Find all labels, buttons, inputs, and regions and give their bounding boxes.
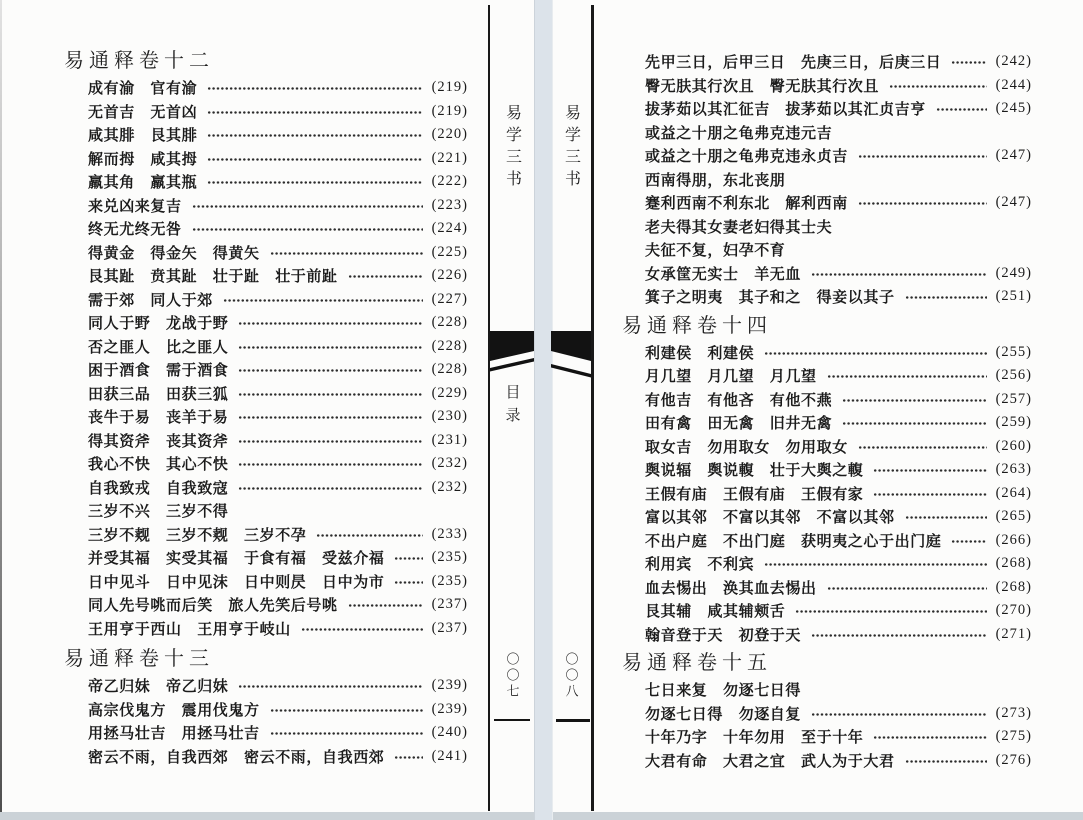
entry-page-number: (222)	[431, 173, 468, 190]
dot-leader	[827, 586, 987, 591]
entry-text: 并受其福 实受其福 于食有福 受兹介福	[88, 551, 385, 568]
dot-leader	[348, 274, 423, 279]
entry-text: 富以其邻 不富以其邻 不富以其邻	[645, 510, 895, 527]
entry-page-number: (231)	[431, 431, 468, 448]
dot-leader	[842, 421, 986, 426]
dot-leader	[764, 351, 986, 356]
entry-page-number: (273)	[995, 704, 1032, 721]
dot-leader	[238, 439, 422, 444]
entry-text: 用拯马壮吉 用拯马壮吉	[88, 726, 260, 743]
entry-page-number: (259)	[995, 414, 1032, 431]
dot-leader	[238, 368, 422, 373]
entry-text: 困于酒食 需于酒食	[88, 363, 229, 380]
dot-leader	[905, 295, 987, 300]
entry-text: 丧牛于易 丧羊于易	[88, 410, 229, 427]
toc-entry	[60, 76, 468, 100]
entry-text: 艮其辅 咸其辅颊舌	[645, 604, 786, 621]
dot-leader	[270, 731, 423, 736]
entry-page-number: (268)	[995, 578, 1032, 595]
toc-left-page	[60, 46, 468, 768]
entry-page-number: (249)	[995, 264, 1032, 281]
toc-entry	[60, 382, 468, 406]
entry-text: 我心不快 其心不快	[88, 457, 229, 474]
toc-entry	[60, 721, 468, 745]
toc-entry	[60, 593, 468, 617]
entry-text: 田获三品 田获三狐	[88, 386, 229, 403]
toc-entry	[618, 725, 1032, 749]
entry-page-number: (265)	[995, 508, 1032, 525]
dot-leader	[394, 556, 422, 561]
dot-leader	[842, 398, 986, 403]
dot-leader	[811, 712, 987, 717]
entry-page-number: (271)	[995, 625, 1032, 642]
entry-text: 同人先号咷而后笑 旅人先笑后号咷	[88, 598, 338, 615]
toc-entry	[60, 745, 468, 769]
entry-text: 臀无肤其行次且 臀无肤其行次且	[645, 78, 880, 95]
dot-leader	[827, 374, 987, 379]
dot-leader	[394, 755, 422, 760]
entry-text: 先甲三日，后甲三日 先庚三日，后庚三日	[645, 55, 942, 72]
dot-leader	[238, 392, 422, 397]
toc-entry	[618, 576, 1032, 600]
entry-text: 解而拇 咸其拇	[88, 151, 198, 168]
toc-entry	[60, 123, 468, 147]
entry-page-number: (232)	[431, 478, 468, 495]
toc-entry	[60, 311, 468, 335]
dot-leader	[238, 684, 422, 689]
entry-text: 密云不雨，自我西郊 密云不雨，自我西郊	[88, 749, 385, 766]
toc-entry	[60, 288, 468, 312]
entry-page-number: (223)	[431, 196, 468, 213]
dot-leader	[905, 759, 987, 764]
entry-text: 田有禽 田无禽 旧井无禽	[645, 416, 833, 433]
dot-leader	[873, 735, 986, 740]
entry-page-number: (239)	[431, 700, 468, 717]
dot-leader	[238, 486, 422, 491]
entry-text: 羸其角 羸其瓶	[88, 175, 198, 192]
toc-entry	[60, 358, 468, 382]
dot-leader	[858, 201, 987, 206]
entry-page-number: (266)	[995, 531, 1032, 548]
entry-text: 王用亨于西山 王用亨于岐山	[88, 621, 291, 638]
toc-entry	[60, 476, 468, 500]
dot-leader	[951, 539, 986, 544]
toc-entry	[60, 674, 468, 698]
toc-entry	[60, 335, 468, 359]
dot-leader	[873, 468, 986, 473]
book-title-vertical: 易学三书	[503, 104, 521, 192]
entry-text: 艮其趾 贲其趾 壮于趾 壮于前趾	[88, 269, 338, 286]
dot-leader	[207, 133, 422, 138]
entry-text: 月几望 月几望 月几望	[645, 369, 817, 386]
toc-entry	[618, 191, 1032, 215]
toc-entry	[60, 405, 468, 429]
toc-entry	[60, 100, 468, 124]
dot-leader	[192, 227, 423, 232]
dot-leader	[270, 708, 423, 713]
entry-page-number: (233)	[431, 525, 468, 542]
toc-entry	[60, 217, 468, 241]
toc-entry	[60, 546, 468, 570]
entry-text: 帝乙归妹 帝乙归妹	[88, 679, 229, 696]
entry-page-number: (219)	[431, 102, 468, 119]
dot-leader	[795, 609, 986, 614]
entry-text: 需于郊 同人于郊	[88, 292, 213, 309]
dot-leader	[348, 603, 423, 608]
entry-text: 王假有庙 王假有庙 王假有家	[645, 486, 864, 503]
entry-page-number: (256)	[995, 367, 1032, 384]
entry-text: 十年乃字 十年勿用 至于十年	[645, 730, 864, 747]
toc-entry	[60, 264, 468, 288]
entry-text: 血去惕出 涣其血去惕出	[645, 580, 817, 597]
section-heading: 易通释卷十二	[64, 50, 214, 72]
toc-entry	[618, 388, 1032, 412]
entry-text: 高宗伐鬼方 震用伐鬼方	[88, 702, 260, 719]
toc-entry	[618, 364, 1032, 388]
toc-entry	[618, 749, 1032, 773]
dot-leader	[301, 627, 423, 632]
entry-page-number: (232)	[431, 455, 468, 472]
entry-text: 西南得朋，东北丧朋	[645, 172, 786, 189]
toc-entry	[60, 241, 468, 265]
toc-entry	[60, 452, 468, 476]
toc-entry	[60, 170, 468, 194]
entry-page-number: (229)	[431, 384, 468, 401]
entry-page-number: (235)	[431, 572, 468, 589]
toc-entry	[618, 599, 1032, 623]
entry-text: 同人于野 龙战于野	[88, 316, 229, 333]
entry-page-number: (230)	[431, 408, 468, 425]
toc-entry	[60, 499, 468, 523]
entry-text: 翰音登于天 初登于天	[645, 627, 802, 644]
entry-page-number: (241)	[431, 747, 468, 764]
toc-entry	[618, 341, 1032, 365]
dot-leader	[873, 492, 986, 497]
entry-text: 大君有命 大君之宜 武人为于大君	[645, 753, 895, 770]
right-page-frame-line	[591, 5, 594, 811]
entry-page-number: (244)	[995, 76, 1032, 93]
entry-text: 七日来复 勿逐七日得	[645, 683, 802, 700]
entry-text: 取女吉 勿用取女 勿用取女	[645, 439, 848, 456]
toc-entry	[618, 50, 1032, 74]
entry-page-number: (228)	[431, 337, 468, 354]
section-label-vertical: 目录	[503, 384, 520, 430]
entry-page-number: (264)	[995, 484, 1032, 501]
entry-text: 有他吉 有他吝 有他不燕	[645, 392, 833, 409]
entry-text: 三岁不兴 三岁不得	[88, 504, 229, 521]
dot-leader	[192, 204, 423, 209]
toc-entry	[618, 238, 1032, 262]
dot-leader	[764, 562, 986, 567]
folio-number: 〇〇七	[504, 652, 520, 700]
dot-leader	[811, 272, 987, 277]
entry-text: 成有渝 官有渝	[88, 81, 198, 98]
entry-page-number: (242)	[995, 53, 1032, 70]
entry-text: 老夫得其女妻老妇得其士夫	[645, 219, 833, 236]
entry-text: 得其资斧 丧其资斧	[88, 433, 229, 450]
entry-text: 终无尤终无咎	[88, 222, 182, 239]
toc-entry	[60, 523, 468, 547]
section-heading: 易通释卷十五	[622, 652, 772, 674]
entry-page-number: (263)	[995, 461, 1032, 478]
toc-entry	[60, 570, 468, 594]
entry-page-number: (221)	[431, 149, 468, 166]
entry-text: 无首吉 无首凶	[88, 104, 198, 121]
dot-leader	[207, 86, 422, 91]
book-title-vertical: 易学三书	[562, 104, 580, 192]
entry-page-number: (257)	[995, 390, 1032, 407]
entry-text: 利用宾 不利宾	[645, 557, 755, 574]
toc-entry	[618, 74, 1032, 98]
entry-page-number: (260)	[995, 437, 1032, 454]
entry-text: 否之匪人 比之匪人	[88, 339, 229, 356]
toc-entry	[618, 552, 1032, 576]
entry-text: 得黄金 得金矢 得黄矢	[88, 245, 260, 262]
toc-entry	[618, 168, 1032, 192]
dot-leader	[223, 298, 423, 303]
entry-text: 不出户庭 不出门庭 获明夷之心于出门庭	[645, 533, 942, 550]
section-heading: 易通释卷十四	[622, 314, 772, 337]
toc-entry	[618, 262, 1032, 286]
entry-page-number: (240)	[431, 724, 468, 741]
entry-page-number: (275)	[995, 728, 1032, 745]
entry-page-number: (247)	[995, 194, 1032, 211]
entry-page-number: (228)	[431, 361, 468, 378]
entry-page-number: (224)	[431, 220, 468, 237]
dot-leader	[207, 110, 422, 115]
toc-entry	[618, 529, 1032, 553]
entry-page-number: (220)	[431, 126, 468, 143]
page-left-edge-shadow	[0, 0, 2, 812]
dot-leader	[951, 60, 986, 65]
toc-entry	[618, 458, 1032, 482]
dot-leader	[238, 462, 422, 467]
toc-entry	[618, 285, 1032, 309]
dot-leader	[270, 251, 423, 256]
entry-page-number: (228)	[431, 314, 468, 331]
entry-text: 箕子之明夷 其子和之 得妾以其子	[645, 290, 895, 307]
entry-page-number: (255)	[995, 343, 1032, 360]
entry-page-number: (225)	[431, 243, 468, 260]
toc-entry	[618, 121, 1032, 145]
entry-page-number: (226)	[431, 267, 468, 284]
entry-page-number: (268)	[995, 555, 1032, 572]
entry-page-number: (239)	[431, 677, 468, 694]
entry-page-number: (237)	[431, 619, 468, 636]
toc-entry	[60, 194, 468, 218]
dot-leader	[238, 345, 422, 350]
entry-text: 日中见斗 日中见沫 日中则昃 日中为市	[88, 574, 385, 591]
dot-leader	[889, 84, 987, 89]
toc-entry	[618, 215, 1032, 239]
entry-text: 蹇利西南不利东北 解利西南	[645, 196, 848, 213]
toc-entry	[618, 411, 1032, 435]
toc-entry	[618, 435, 1032, 459]
entry-text: 舆说辐 舆说輹 壮于大舆之輹	[645, 463, 864, 480]
entry-page-number: (245)	[995, 100, 1032, 117]
entry-page-number: (251)	[995, 288, 1032, 305]
entry-text: 或益之十朋之龟弗克违永贞吉	[645, 149, 848, 166]
entry-page-number: (276)	[995, 751, 1032, 768]
toc-entry	[60, 617, 468, 641]
right-spine-strip	[551, 0, 591, 812]
toc-entry	[60, 698, 468, 722]
fishtail-mark-icon	[551, 331, 591, 379]
toc-entry	[60, 429, 468, 453]
entry-page-number: (227)	[431, 290, 468, 307]
folio-tick-line	[494, 719, 530, 721]
dot-leader	[207, 157, 422, 162]
section-heading: 易通释卷十三	[64, 648, 214, 670]
dot-leader	[238, 415, 422, 420]
dot-leader	[858, 445, 987, 450]
entry-text: 来兑凶来复吉	[88, 198, 182, 215]
toc-entry	[618, 144, 1032, 168]
left-spine-strip	[490, 0, 534, 812]
entry-text: 勿逐七日得 勿逐自复	[645, 706, 802, 723]
entry-text: 利建侯 利建侯	[645, 345, 755, 362]
toc-entry	[618, 505, 1032, 529]
toc-entry	[618, 702, 1032, 726]
entry-text: 或益之十朋之龟弗克违元吉	[645, 125, 833, 142]
dot-leader	[811, 633, 987, 638]
toc-entry	[60, 147, 468, 171]
dot-leader	[936, 107, 987, 112]
entry-page-number: (270)	[995, 602, 1032, 619]
entry-page-number: (235)	[431, 549, 468, 566]
dot-leader	[394, 580, 422, 585]
entry-page-number: (247)	[995, 147, 1032, 164]
toc-entry	[618, 678, 1032, 702]
dot-leader	[858, 154, 987, 159]
toc-entry	[618, 623, 1032, 647]
entry-text: 自我致戎 自我致寇	[88, 480, 229, 497]
entry-text: 女承筐无实士 羊无血	[645, 266, 802, 283]
dot-leader	[207, 180, 422, 185]
entry-text: 三岁不觌 三岁不觌 三岁不孕	[88, 527, 307, 544]
dot-leader	[316, 533, 422, 538]
entry-text: 夫征不复，妇孕不育	[645, 243, 786, 260]
toc-entry	[618, 482, 1032, 506]
dot-leader	[238, 321, 422, 326]
entry-page-number: (219)	[431, 79, 468, 96]
fishtail-mark-icon	[490, 331, 534, 379]
dot-leader	[905, 515, 987, 520]
folio-tick-line	[556, 719, 590, 722]
folio-number: 〇〇八	[563, 652, 579, 700]
entry-text: 拔茅茹以其汇征吉 拔茅茹以其汇贞吉亨	[645, 102, 926, 119]
entry-text: 咸其腓 艮其腓	[88, 128, 198, 145]
toc-right-page	[618, 50, 1032, 772]
toc-entry	[618, 97, 1032, 121]
entry-page-number: (237)	[431, 596, 468, 613]
